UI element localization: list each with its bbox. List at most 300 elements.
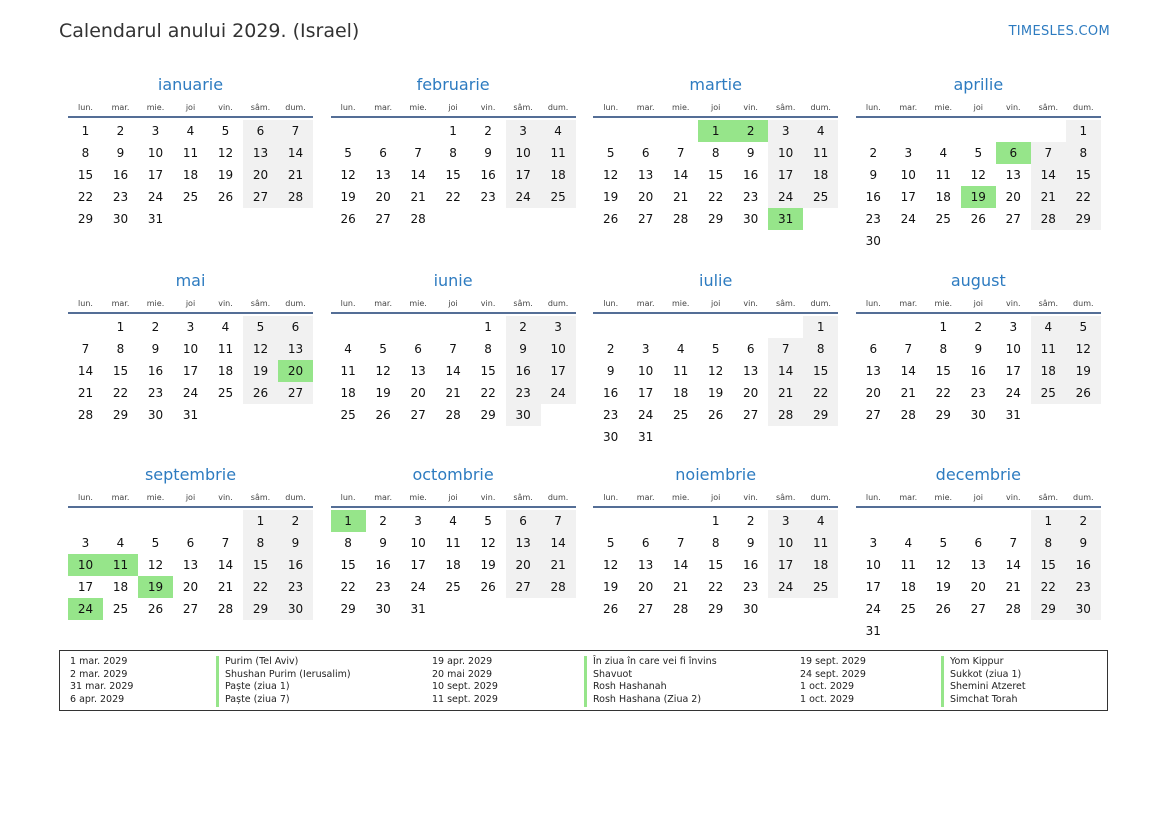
header-rule bbox=[856, 116, 1101, 118]
day-cell: 3 bbox=[151, 124, 160, 138]
legend-name-column bbox=[584, 656, 717, 707]
day-cell: 14 bbox=[768, 360, 803, 382]
day-cell: 8 bbox=[711, 536, 720, 550]
day-cell: 23 bbox=[506, 382, 541, 404]
week-row bbox=[856, 576, 1101, 598]
day-cell: 20 bbox=[865, 386, 881, 400]
day-cell: 2 bbox=[278, 510, 313, 532]
day-cell: 31 bbox=[410, 602, 426, 616]
header-rule bbox=[68, 116, 313, 118]
day-cell: 24 bbox=[638, 408, 654, 422]
day-cell: 21 bbox=[217, 580, 234, 594]
day-cell: 3 bbox=[81, 536, 90, 550]
week-row bbox=[68, 338, 313, 360]
day-cell: 5 bbox=[484, 514, 492, 528]
day-cell: 21 bbox=[900, 386, 916, 400]
empty-day-cell bbox=[541, 208, 576, 230]
weekday-label: mie. bbox=[409, 493, 427, 502]
day-cell: 13 bbox=[410, 364, 426, 378]
day-cell: 18 bbox=[673, 386, 689, 400]
week-row bbox=[331, 510, 576, 532]
day-cell: 19 bbox=[217, 168, 234, 182]
day-cell: 20 bbox=[410, 386, 426, 400]
weekday-label: lun. bbox=[865, 103, 881, 112]
legend-name-column bbox=[216, 656, 351, 707]
weekday-label: joi bbox=[185, 103, 196, 112]
day-cell: 8 bbox=[243, 532, 278, 554]
week-row bbox=[68, 576, 313, 598]
day-cell: 24 bbox=[506, 186, 541, 208]
empty-day-cell bbox=[278, 404, 313, 426]
day-cell: 20 bbox=[243, 164, 278, 186]
day-cell: 31 bbox=[1005, 408, 1021, 422]
day-cell: 29 bbox=[112, 408, 129, 422]
month-name: martie bbox=[689, 75, 742, 94]
weekday-label: dum. bbox=[1073, 103, 1094, 112]
day-cell: 30 bbox=[743, 602, 759, 616]
legend-date-column bbox=[432, 656, 498, 707]
holiday-day-cell: 6 bbox=[996, 142, 1031, 164]
empty-day-cell bbox=[856, 316, 891, 338]
week-row bbox=[856, 510, 1101, 532]
month-name: ianuarie bbox=[157, 75, 224, 94]
day-cell: 23 bbox=[375, 580, 391, 594]
weekday-label: joi bbox=[711, 103, 721, 112]
week-row bbox=[593, 142, 838, 164]
day-cell: 28 bbox=[768, 404, 803, 426]
week-row bbox=[856, 316, 1101, 338]
week-row bbox=[593, 510, 838, 532]
day-cell: 8 bbox=[803, 338, 838, 360]
day-cell: 22 bbox=[77, 190, 94, 204]
day-cell: 8 bbox=[1066, 142, 1101, 164]
day-cell: 25 bbox=[673, 408, 689, 422]
day-cell: 11 bbox=[673, 364, 689, 378]
day-cell: 1 bbox=[243, 510, 278, 532]
week-row bbox=[68, 532, 313, 554]
holiday-day-cell: 2 bbox=[733, 120, 768, 142]
day-cell: 28 bbox=[217, 602, 234, 616]
day-cell: 2 bbox=[506, 316, 541, 338]
weekday-label: sâm. bbox=[775, 493, 796, 502]
month-name: iulie bbox=[699, 271, 733, 290]
day-cell: 4 bbox=[904, 536, 913, 550]
day-cell: 27 bbox=[243, 186, 278, 208]
weekday-label: mie. bbox=[671, 493, 690, 502]
day-cell: 29 bbox=[708, 212, 724, 226]
weekday-label: lun. bbox=[340, 103, 356, 112]
day-cell: 28 bbox=[673, 602, 689, 616]
month-name: decembrie bbox=[935, 465, 1021, 484]
day-cell: 24 bbox=[410, 580, 426, 594]
weekday-label: mie. bbox=[934, 299, 953, 308]
day-cell: 31 bbox=[147, 212, 164, 226]
day-cell: 26 bbox=[603, 212, 619, 226]
weekday-label: sâm. bbox=[775, 103, 796, 112]
weekday-label: vin. bbox=[480, 299, 496, 308]
day-cell: 30 bbox=[278, 598, 313, 620]
weekday-label: lun. bbox=[865, 493, 881, 502]
weekday-label: lun. bbox=[865, 299, 881, 308]
week-row bbox=[68, 404, 313, 426]
legend-name-column bbox=[941, 656, 1026, 707]
day-cell: 2 bbox=[606, 342, 615, 356]
empty-day-cell bbox=[593, 120, 628, 142]
day-cell: 27 bbox=[743, 408, 759, 422]
day-cell: 30 bbox=[375, 602, 391, 616]
day-cell: 12 bbox=[708, 364, 724, 378]
weekday-label: sâm. bbox=[1038, 493, 1058, 502]
empty-day-cell bbox=[331, 316, 366, 338]
day-cell: 21 bbox=[77, 386, 94, 400]
weekday-label: joi bbox=[448, 103, 458, 112]
day-cell: 4 bbox=[803, 510, 838, 532]
empty-day-cell bbox=[961, 230, 996, 252]
day-cell: 7 bbox=[676, 146, 685, 160]
day-cell: 3 bbox=[869, 536, 878, 550]
weekday-label: joi bbox=[448, 493, 458, 502]
day-cell: 6 bbox=[186, 536, 195, 550]
week-row bbox=[856, 404, 1101, 426]
weekday-label: mie. bbox=[671, 103, 690, 112]
weekday-label: dum. bbox=[1073, 493, 1094, 502]
month-octombrie bbox=[331, 464, 576, 620]
empty-day-cell bbox=[243, 404, 278, 426]
empty-day-cell bbox=[628, 316, 663, 338]
day-cell: 2 bbox=[484, 124, 492, 138]
empty-day-cell bbox=[68, 510, 103, 532]
day-cell: 7 bbox=[904, 342, 913, 356]
day-cell: 11 bbox=[935, 168, 951, 182]
day-cell: 12 bbox=[375, 364, 391, 378]
weekday-header bbox=[856, 491, 1101, 504]
day-cell: 13 bbox=[375, 168, 391, 182]
holiday-day-cell: 19 bbox=[961, 186, 996, 208]
day-cell: 9 bbox=[151, 342, 160, 356]
day-cell: 3 bbox=[414, 514, 422, 528]
day-cell: 17 bbox=[638, 386, 654, 400]
day-cell: 2 bbox=[746, 514, 755, 528]
month-februarie bbox=[331, 74, 576, 230]
month-iulie bbox=[593, 270, 838, 448]
day-cell: 15 bbox=[803, 360, 838, 382]
day-cell: 29 bbox=[1066, 208, 1101, 230]
day-cell: 5 bbox=[221, 124, 230, 138]
day-cell: 29 bbox=[708, 602, 724, 616]
day-cell: 28 bbox=[541, 576, 576, 598]
day-cell: 15 bbox=[708, 558, 724, 572]
page-title: Calendarul anului 2029. (Israel) bbox=[59, 20, 360, 42]
site-link[interactable]: TIMESLES.COM bbox=[1008, 24, 1110, 39]
day-cell: 2 bbox=[1066, 510, 1101, 532]
month-septembrie bbox=[68, 464, 313, 620]
empty-day-cell bbox=[803, 426, 838, 448]
day-cell: 17 bbox=[1005, 364, 1021, 378]
legend-holiday-name: Rosh Hashana (Ziua 2) bbox=[584, 694, 717, 707]
day-cell: 16 bbox=[278, 554, 313, 576]
day-cell: 10 bbox=[506, 142, 541, 164]
empty-day-cell bbox=[366, 120, 401, 142]
day-cell: 25 bbox=[217, 386, 234, 400]
weekday-label: lun. bbox=[340, 299, 356, 308]
empty-day-cell bbox=[541, 598, 576, 620]
empty-day-cell bbox=[891, 230, 926, 252]
weekday-label: sâm. bbox=[250, 493, 271, 502]
weekday-label: mar. bbox=[899, 493, 918, 502]
legend-date: 19 apr. 2029 bbox=[432, 656, 493, 667]
day-cell: 1 bbox=[1066, 120, 1101, 142]
weekday-header bbox=[68, 491, 313, 504]
legend-date: 2 mar. 2029 bbox=[70, 668, 128, 680]
week-row bbox=[593, 120, 838, 142]
day-cell: 27 bbox=[865, 408, 881, 422]
day-cell: 19 bbox=[603, 580, 619, 594]
holiday-day-cell: 1 bbox=[331, 510, 366, 532]
day-cell: 25 bbox=[340, 408, 356, 422]
week-row bbox=[856, 598, 1101, 620]
day-cell: 14 bbox=[217, 558, 234, 572]
day-cell: 30 bbox=[112, 212, 129, 226]
day-cell: 7 bbox=[1031, 142, 1066, 164]
day-cell: 22 bbox=[340, 580, 356, 594]
month-martie bbox=[593, 74, 838, 230]
day-cell: 13 bbox=[506, 532, 541, 554]
day-cell: 24 bbox=[865, 602, 881, 616]
month-mai bbox=[68, 270, 313, 426]
holiday-day-cell: 19 bbox=[138, 576, 173, 598]
week-row bbox=[856, 382, 1101, 404]
day-cell: 1 bbox=[81, 124, 90, 138]
header-rule bbox=[68, 506, 313, 508]
day-cell: 20 bbox=[638, 580, 654, 594]
weekday-label: mar. bbox=[636, 299, 655, 308]
weekday-label: mar. bbox=[374, 103, 392, 112]
weekday-header bbox=[856, 101, 1101, 114]
header-rule bbox=[593, 116, 838, 118]
legend-holiday-name: Paște (ziua 1) bbox=[216, 681, 351, 694]
legend-date: 6 apr. 2029 bbox=[70, 694, 125, 706]
empty-day-cell bbox=[1066, 620, 1101, 642]
day-cell: 13 bbox=[743, 364, 759, 378]
day-cell: 21 bbox=[445, 386, 461, 400]
day-cell: 13 bbox=[638, 558, 654, 572]
month-name: noiembrie bbox=[675, 465, 757, 484]
day-cell: 26 bbox=[147, 602, 164, 616]
week-row bbox=[68, 382, 313, 404]
week-row bbox=[593, 208, 838, 230]
weekday-label: vin. bbox=[218, 299, 233, 308]
day-cell: 7 bbox=[541, 510, 576, 532]
day-cell: 18 bbox=[541, 164, 576, 186]
day-cell: 22 bbox=[1031, 576, 1066, 598]
day-cell: 4 bbox=[676, 342, 685, 356]
day-cell: 17 bbox=[541, 360, 576, 382]
weekday-label: vin. bbox=[1006, 299, 1021, 308]
weekday-label: vin. bbox=[743, 299, 758, 308]
day-cell: 25 bbox=[803, 576, 838, 598]
day-cell: 25 bbox=[900, 602, 916, 616]
weekday-label: joi bbox=[973, 493, 983, 502]
weekday-label: mar. bbox=[374, 493, 392, 502]
day-cell: 27 bbox=[638, 212, 654, 226]
week-row bbox=[856, 164, 1101, 186]
day-cell: 26 bbox=[935, 602, 951, 616]
week-row bbox=[593, 338, 838, 360]
empty-day-cell bbox=[436, 316, 471, 338]
empty-day-cell bbox=[436, 598, 471, 620]
day-cell: 6 bbox=[506, 510, 541, 532]
week-row bbox=[331, 382, 576, 404]
day-cell: 12 bbox=[243, 338, 278, 360]
day-cell: 14 bbox=[1005, 558, 1021, 572]
weekday-label: dum. bbox=[285, 493, 306, 502]
weekday-label: mar. bbox=[636, 493, 655, 502]
day-cell: 20 bbox=[506, 554, 541, 576]
day-cell: 18 bbox=[803, 164, 838, 186]
empty-day-cell bbox=[698, 316, 733, 338]
empty-day-cell bbox=[68, 316, 103, 338]
day-cell: 3 bbox=[768, 120, 803, 142]
empty-day-cell bbox=[138, 510, 173, 532]
week-row bbox=[68, 208, 313, 230]
day-cell: 23 bbox=[480, 190, 496, 204]
day-cell: 12 bbox=[1066, 338, 1101, 360]
weekday-label: mar. bbox=[111, 103, 130, 112]
week-row bbox=[856, 186, 1101, 208]
week-row bbox=[68, 120, 313, 142]
empty-day-cell bbox=[208, 404, 243, 426]
day-cell: 10 bbox=[182, 342, 199, 356]
empty-day-cell bbox=[891, 316, 926, 338]
day-cell: 29 bbox=[803, 404, 838, 426]
day-cell: 7 bbox=[278, 120, 313, 142]
holiday-day-cell: 10 bbox=[68, 554, 103, 576]
day-cell: 8 bbox=[1031, 532, 1066, 554]
empty-day-cell bbox=[506, 208, 541, 230]
day-cell: 22 bbox=[708, 580, 724, 594]
day-cell: 20 bbox=[970, 580, 986, 594]
day-cell: 9 bbox=[746, 146, 755, 160]
empty-day-cell bbox=[278, 208, 313, 230]
month-name: februarie bbox=[416, 75, 490, 94]
day-cell: 6 bbox=[746, 342, 755, 356]
weekday-label: dum. bbox=[810, 103, 831, 112]
week-row bbox=[68, 510, 313, 532]
day-cell: 13 bbox=[1005, 168, 1021, 182]
day-cell: 6 bbox=[974, 536, 983, 550]
day-cell: 18 bbox=[900, 580, 916, 594]
legend-holiday-name: Purim (Tel Aviv) bbox=[216, 656, 351, 669]
day-cell: 29 bbox=[935, 408, 951, 422]
empty-day-cell bbox=[1066, 230, 1101, 252]
empty-day-cell bbox=[996, 230, 1031, 252]
day-cell: 17 bbox=[768, 554, 803, 576]
day-cell: 16 bbox=[865, 190, 881, 204]
day-cell: 15 bbox=[708, 168, 724, 182]
weekday-label: vin. bbox=[218, 103, 233, 112]
day-cell: 25 bbox=[935, 212, 951, 226]
week-row bbox=[856, 620, 1101, 642]
day-cell: 4 bbox=[344, 342, 352, 356]
day-cell: 23 bbox=[1066, 576, 1101, 598]
header-rule bbox=[856, 506, 1101, 508]
day-cell: 15 bbox=[445, 168, 461, 182]
day-cell: 12 bbox=[217, 146, 234, 160]
legend-date: 20 mai 2029 bbox=[432, 668, 493, 680]
week-row bbox=[331, 164, 576, 186]
month-decembrie bbox=[856, 464, 1101, 642]
day-cell: 19 bbox=[935, 580, 951, 594]
empty-day-cell bbox=[208, 510, 243, 532]
empty-day-cell bbox=[891, 510, 926, 532]
weekday-header bbox=[331, 491, 576, 504]
day-cell: 26 bbox=[603, 602, 619, 616]
week-row bbox=[593, 576, 838, 598]
weekday-label: sâm. bbox=[1038, 299, 1058, 308]
week-row bbox=[593, 186, 838, 208]
empty-day-cell bbox=[471, 208, 506, 230]
day-cell: 5 bbox=[1066, 316, 1101, 338]
week-row bbox=[68, 186, 313, 208]
day-cell: 19 bbox=[480, 558, 496, 572]
weekday-label: lun. bbox=[78, 103, 93, 112]
weekday-label: vin. bbox=[1006, 493, 1021, 502]
weekday-label: dum. bbox=[285, 103, 306, 112]
day-cell: 21 bbox=[673, 580, 689, 594]
empty-day-cell bbox=[401, 316, 436, 338]
weekday-label: joi bbox=[448, 299, 458, 308]
day-cell: 3 bbox=[541, 316, 576, 338]
day-cell: 16 bbox=[375, 558, 391, 572]
weekday-label: dum. bbox=[810, 493, 831, 502]
weekday-label: joi bbox=[973, 299, 983, 308]
day-cell: 9 bbox=[1066, 532, 1101, 554]
day-cell: 26 bbox=[970, 212, 986, 226]
day-cell: 28 bbox=[445, 408, 461, 422]
day-cell: 31 bbox=[638, 430, 654, 444]
day-cell: 24 bbox=[541, 382, 576, 404]
weekday-label: sâm. bbox=[513, 299, 533, 308]
day-cell: 17 bbox=[900, 190, 916, 204]
day-cell: 5 bbox=[606, 536, 615, 550]
day-cell: 16 bbox=[743, 168, 759, 182]
day-cell: 21 bbox=[278, 164, 313, 186]
month-aprilie bbox=[856, 74, 1101, 252]
day-cell: 2 bbox=[869, 146, 878, 160]
weekday-header bbox=[68, 101, 313, 114]
weekday-header bbox=[593, 297, 838, 310]
weekday-label: mie. bbox=[146, 103, 165, 112]
empty-day-cell bbox=[1031, 230, 1066, 252]
empty-day-cell bbox=[733, 316, 768, 338]
weekday-label: vin. bbox=[743, 493, 758, 502]
week-row bbox=[856, 554, 1101, 576]
week-row bbox=[331, 338, 576, 360]
empty-day-cell bbox=[1066, 404, 1101, 426]
week-row bbox=[68, 142, 313, 164]
day-cell: 4 bbox=[1031, 316, 1066, 338]
legend-holiday-name: Paște (ziua 7) bbox=[216, 694, 351, 707]
legend-date: 1 oct. 2029 bbox=[800, 694, 855, 706]
header-rule bbox=[68, 312, 313, 314]
empty-day-cell bbox=[663, 120, 698, 142]
day-cell: 16 bbox=[603, 386, 619, 400]
calendar-grid bbox=[68, 74, 1101, 644]
day-cell: 28 bbox=[278, 186, 313, 208]
day-cell: 22 bbox=[1066, 186, 1101, 208]
day-cell: 5 bbox=[379, 342, 387, 356]
empty-day-cell bbox=[208, 208, 243, 230]
